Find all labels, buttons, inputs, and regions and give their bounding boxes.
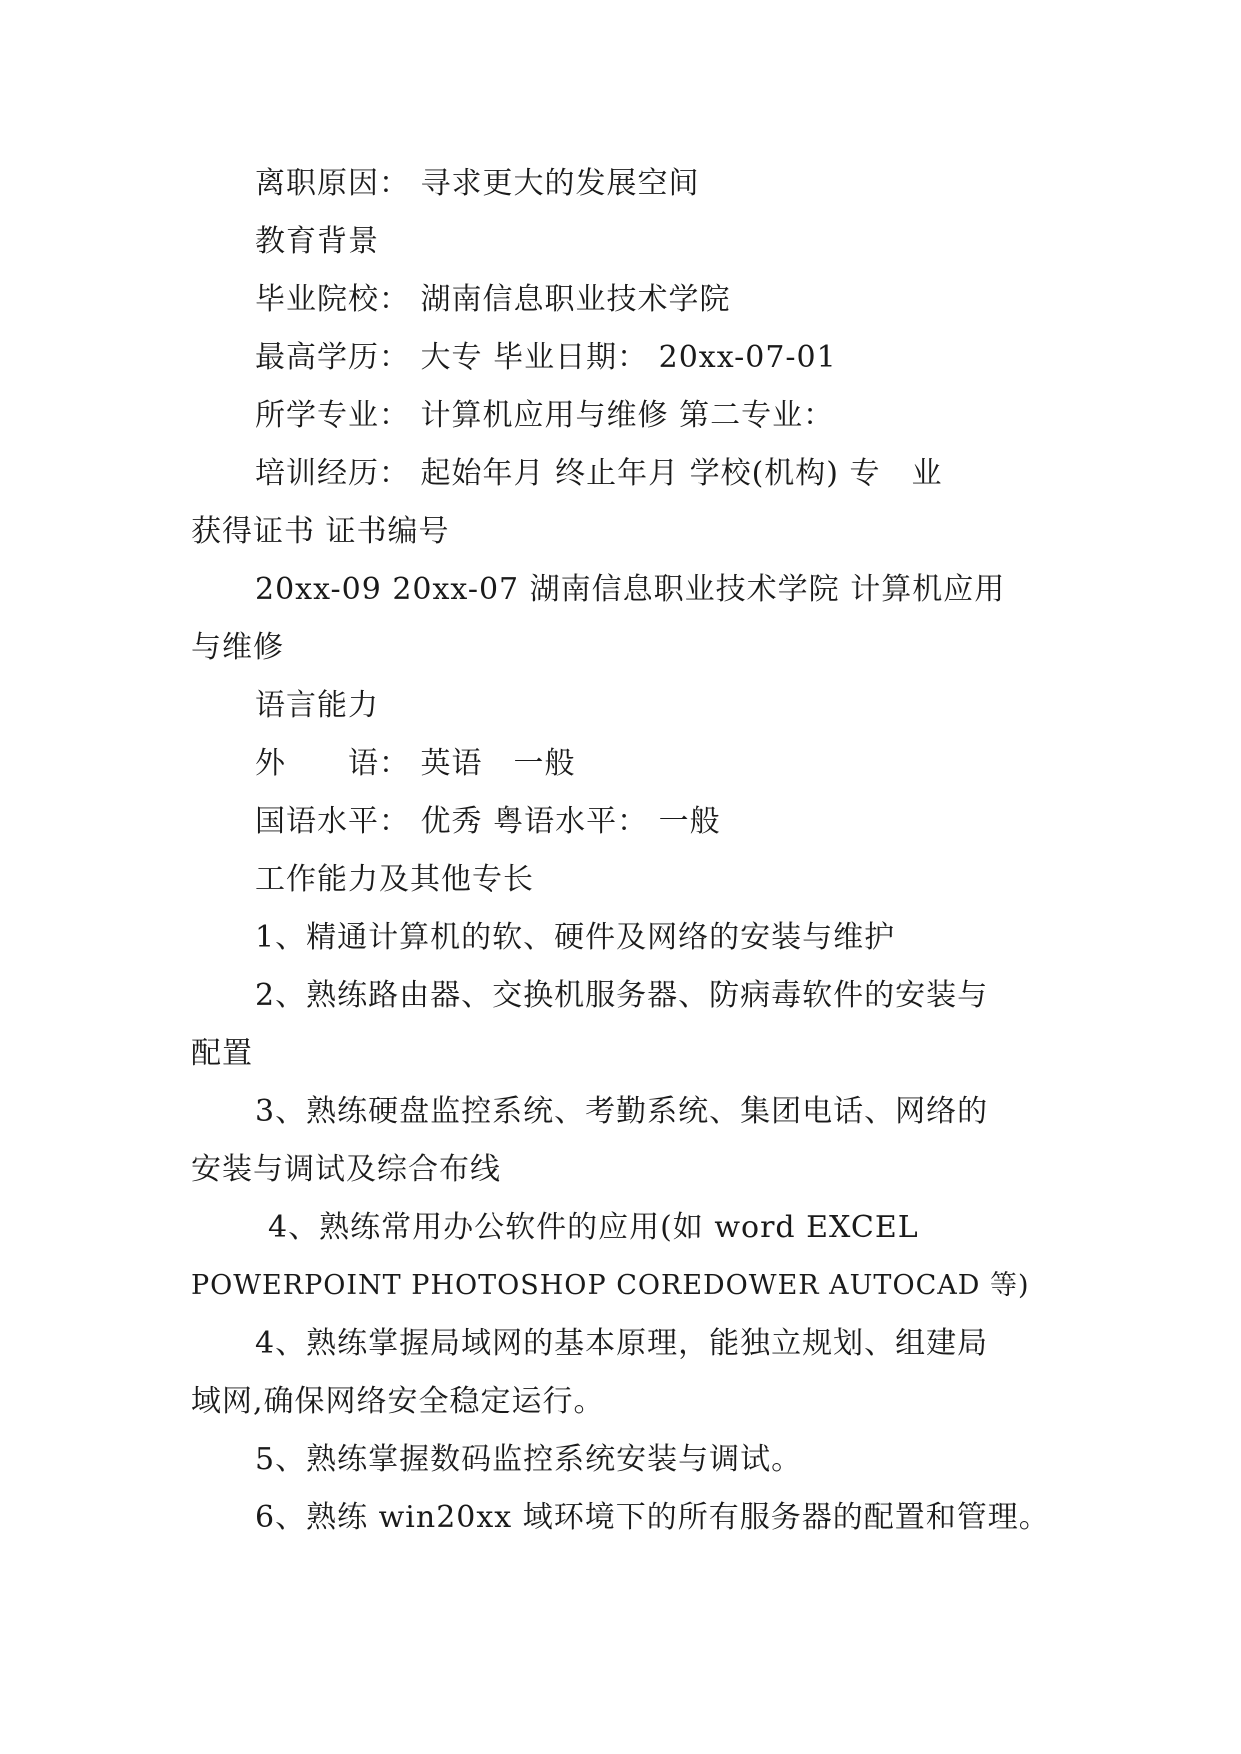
skill-item-5: 5、熟练掌握数码监控系统安装与调试。 [255,1442,803,1477]
education-heading: 教育背景 [255,224,379,259]
mandarin-cantonese-line: 国语水平： 优秀 粤语水平： 一般 [255,804,721,839]
highest-degree-line: 最高学历： 大专 毕业日期： 20xx-07-01 [255,340,837,375]
language-heading: 语言能力 [255,688,379,723]
skill-item-4b: 4、熟练掌握局域网的基本原理，能独立规划、组建局 [255,1326,989,1361]
skill-item-4a: 4、熟练常用办公软件的应用(如 word EXCEL [268,1210,919,1245]
skill-item-2-continued: 配置 [191,1036,253,1071]
training-record-continued: 与维修 [191,630,284,665]
skill-item-3-continued: 安装与调试及综合布线 [191,1152,501,1187]
skill-item-3: 3、熟练硬盘监控系统、考勤系统、集团电话、网络的 [255,1094,989,1129]
skill-item-2: 2、熟练路由器、交换机服务器、防病毒软件的安装与 [255,978,989,1013]
skill-item-1: 1、精通计算机的软、硬件及网络的安装与维护 [255,920,896,955]
skill-item-6: 6、熟练 win20xx 域环境下的所有服务器的配置和管理。 [255,1500,1050,1535]
graduate-school-line: 毕业院校： 湖南信息职业技术学院 [255,282,731,317]
skill-item-4b-continued: 域网,确保网络安全稳定运行。 [191,1384,605,1419]
training-record-line: 20xx-09 20xx-07 湖南信息职业技术学院 计算机应用 [255,572,1006,607]
skills-heading: 工作能力及其他专长 [255,862,534,897]
major-line: 所学专业： 计算机应用与维修 第二专业： [255,398,835,433]
training-header-line: 培训经历： 起始年月 终止年月 学校(机构) 专 业 [255,456,943,491]
skill-item-4a-continued: POWERPOINT PHOTOSHOP COREDOWER AUTOCAD 等) [191,1270,1030,1301]
foreign-language-line: 外 语： 英语 一般 [255,746,576,781]
training-header-continued: 获得证书 证书编号 [191,514,450,549]
resignation-reason-line: 离职原因： 寻求更大的发展空间 [255,166,700,201]
